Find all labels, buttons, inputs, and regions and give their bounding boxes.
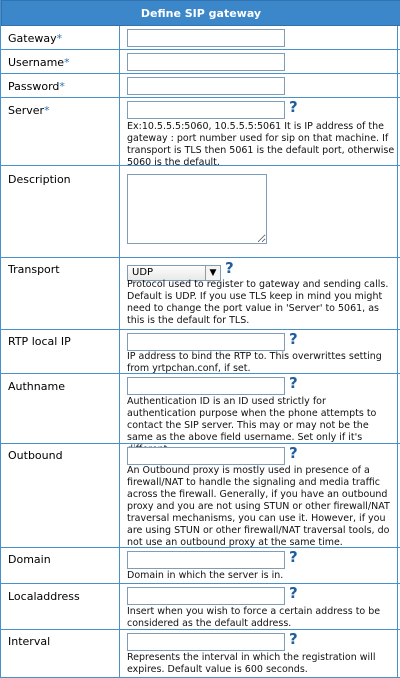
row-password	[1, 74, 400, 98]
required-marker: *	[59, 80, 65, 93]
transport-help-text: Protocol used to register to gateway and sending calls. Default is UDP. If you use TLS keep in mind you might need to change the port value in 'Server' to 5061, as this is the default for TLS.	[127, 279, 389, 326]
server-label-text: Server	[8, 104, 45, 117]
row-username	[1, 50, 400, 74]
outbound-help-text: An Outbound proxy is mostly used in presence of a firewall/NAT to handle the signaling and media traffic across the firewall. Generally, if you have an outbound proxy and you are not using STUN or other firewall/NAT traversal mechanisms, you can use it. However, if you are using STUN or other firewall/NAT traversal tools, do not use an outbound proxy at the same time.	[127, 465, 390, 548]
help-icon[interactable]: ?	[289, 330, 298, 348]
row-localaddress	[1, 584, 400, 630]
password-input[interactable]	[127, 77, 285, 95]
required-marker: *	[56, 32, 63, 45]
server-label	[8, 104, 50, 117]
username-label	[8, 56, 70, 69]
help-icon[interactable]: ?	[225, 259, 234, 277]
description-textarea[interactable]	[127, 174, 267, 244]
username-input[interactable]	[127, 53, 285, 71]
row-rtp-local-ip	[1, 330, 400, 374]
transport-label: Transport	[8, 263, 60, 276]
help-icon[interactable]: ?	[289, 584, 298, 602]
row-interval	[1, 630, 400, 678]
column-divider	[119, 374, 120, 443]
row-description	[1, 166, 400, 258]
server-input[interactable]	[127, 101, 285, 119]
gateway-label	[8, 32, 62, 45]
rtp-local-ip-help-text: IP address to bind the RTP to. This overwrittes setting from yrtpchan.conf, if set.	[127, 351, 382, 374]
required-marker: *	[64, 56, 70, 69]
row-server	[1, 98, 400, 166]
interval-label: Interval	[8, 635, 51, 648]
help-icon[interactable]: ?	[289, 98, 298, 116]
help-icon[interactable]: ?	[289, 548, 298, 566]
domain-input[interactable]	[127, 551, 285, 569]
interval-input[interactable]	[127, 633, 285, 651]
localaddress-label: Localaddress	[8, 590, 80, 603]
column-divider	[119, 74, 120, 97]
outbound-label: Outbound	[8, 449, 63, 462]
column-divider	[119, 166, 120, 257]
chevron-down-icon[interactable]: ▼	[205, 266, 220, 280]
row-outbound	[1, 444, 400, 548]
username-label-text: Username	[8, 56, 65, 69]
form-title: Define SIP gateway	[1, 0, 400, 26]
column-divider	[119, 548, 120, 583]
domain-help-text: Domain in which the server is in.	[127, 570, 284, 581]
column-divider	[119, 630, 120, 677]
row-authname	[1, 374, 400, 444]
gateway-input[interactable]	[127, 29, 285, 47]
localaddress-help-text: Insert when you wish to force a certain address to be considered as the default address.	[127, 606, 381, 629]
localaddress-input[interactable]	[127, 587, 285, 605]
row-domain	[1, 548, 400, 584]
required-marker: *	[44, 104, 50, 117]
description-label: Description	[8, 173, 71, 186]
rtp-local-ip-label: RTP local IP	[8, 335, 71, 348]
domain-label: Domain	[8, 553, 51, 566]
authname-label: Authname	[8, 380, 65, 393]
column-divider	[119, 26, 120, 49]
authname-help-text: Authentication ID is an ID used strictly for authentication purpose when the phone attempts to contact the SIP server. This may or may not be the same as the above field username. Set only if it's	[127, 396, 377, 443]
row-gateway	[1, 26, 400, 50]
column-divider	[119, 98, 120, 165]
authname-input[interactable]	[127, 377, 285, 395]
interval-help-text: Represents the interval in which the registration will expires. Default value is 600 seconds.	[127, 652, 376, 675]
rtp-local-ip-input[interactable]	[127, 333, 285, 351]
server-help-text: Ex:10.5.5.5:5060, 10.5.5.5:5061 It is IP address of the gateway : port number used for sip on that machine. If transport is TLS then 5061 is the default port, otherwise 5060 is the default.	[127, 121, 395, 168]
help-icon[interactable]: ?	[289, 374, 298, 392]
column-divider	[119, 258, 120, 329]
help-icon[interactable]: ?	[289, 630, 298, 648]
outbound-input[interactable]	[127, 447, 285, 465]
transport-selected-value: UDP	[132, 267, 154, 278]
password-label	[8, 80, 65, 93]
column-divider	[119, 330, 120, 373]
help-icon[interactable]: ?	[289, 444, 298, 462]
column-divider	[119, 444, 120, 547]
row-transport	[1, 258, 400, 330]
column-divider	[119, 584, 120, 629]
gateway-label-text: Gateway	[8, 32, 57, 45]
column-divider	[119, 50, 120, 73]
password-label-text: Password	[8, 80, 60, 93]
